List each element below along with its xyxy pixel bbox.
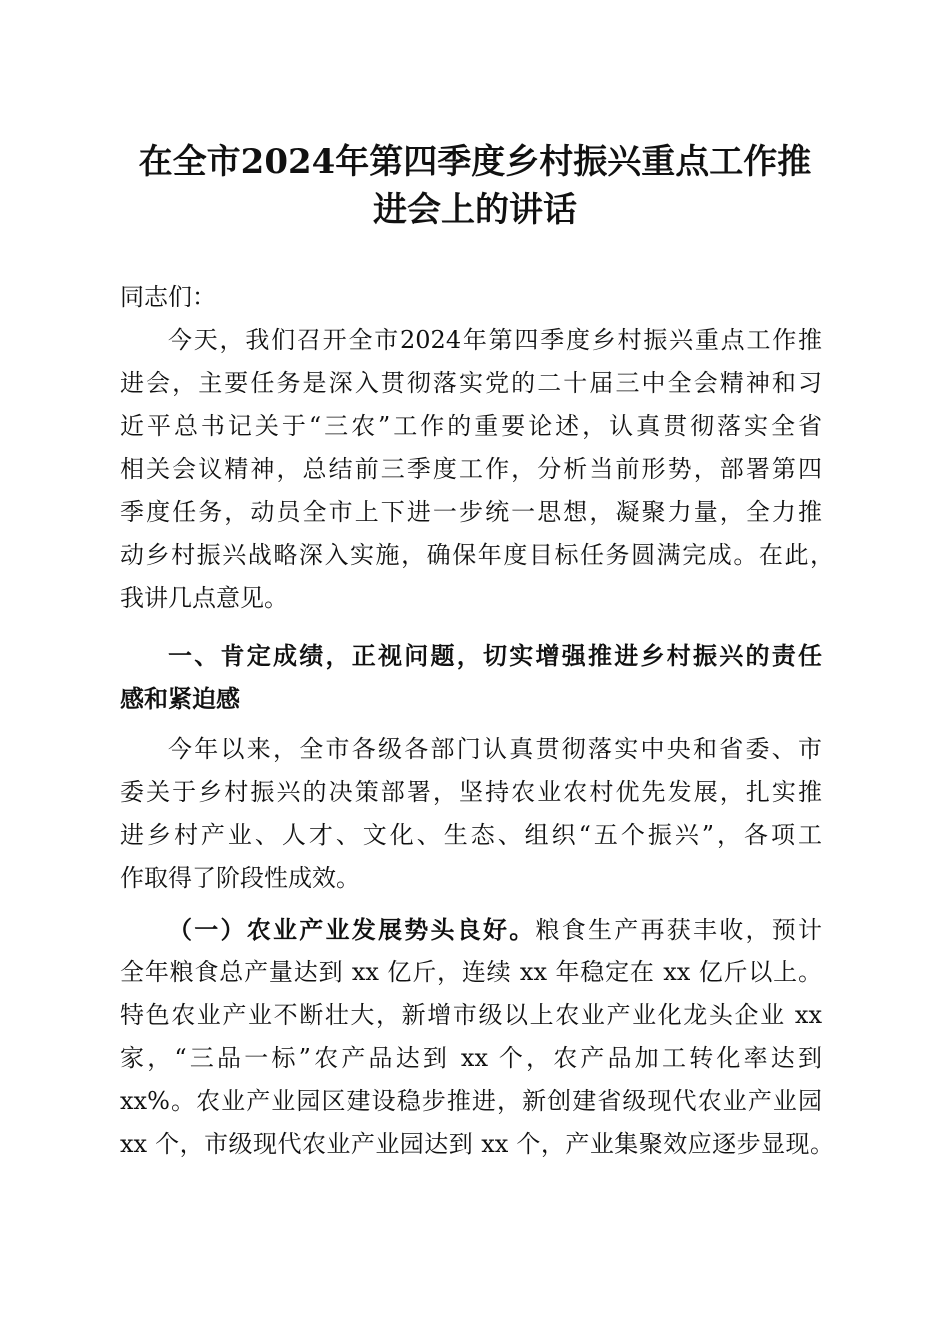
section-heading	[120, 634, 822, 720]
text-line: 作取得了阶段性成效。	[120, 864, 360, 892]
intro-paragraph	[120, 319, 834, 620]
title-line-1: 在全市2024年第四季度乡村振兴重点工作推	[138, 142, 812, 182]
text-line: 近平总书记关于“三农”工作的重要论述，认真贯彻落实全省	[120, 412, 822, 440]
heading-line: 感和紧迫感	[120, 684, 240, 713]
text-line: 进会，主要任务是深入贯彻落实党的二十届三中全会精神和习	[120, 369, 822, 397]
text-line: 委关于乡村振兴的决策部署，坚持农业农村优先发展，扎实推	[120, 778, 822, 806]
text-line: 特色农业产业不断壮大，新增市级以上农业产业化龙头企业 xx	[120, 1001, 822, 1029]
subsection-text: 粮食生产再获丰收，预计	[535, 916, 822, 944]
text-line: 我讲几点意见。	[120, 584, 288, 612]
text-line: xx 个，市级现代农业产业园达到 xx 个，产业集聚效应逐步显现。	[120, 1130, 834, 1158]
text-line: xx%。农业产业园区建设稳步推进，新创建省级现代农业产业园	[120, 1087, 822, 1115]
text-line: 全年粮食总产量达到 xx 亿斤，连续 xx 年稳定在 xx 亿斤以上。	[120, 958, 822, 986]
text-line: 相关会议精神，总结前三季度工作，分析当前形势，部署第四	[120, 455, 822, 483]
text-line: 进乡村产业、人才、文化、生态、组织“五个振兴”，各项工	[120, 821, 822, 849]
text-line: 家，“三品一标”农产品达到 xx 个，农产品加工转化率达到	[120, 1044, 822, 1072]
text-line: 今天，我们召开全市2024年第四季度乡村振兴重点工作推	[168, 326, 822, 354]
text-line: 今年以来，全市各级各部门认真贯彻落实中央和省委、市	[168, 735, 822, 763]
subsection-lead: （一）农业产业发展势头良好。	[168, 915, 536, 944]
document-body	[120, 276, 834, 1166]
subsection-paragraph	[120, 908, 834, 1166]
title-line-2: 进会上的讲话	[373, 190, 577, 230]
salutation: 同志们：	[120, 283, 216, 311]
text-line: 动乡村振兴战略深入实施，确保年度目标任务圆满完成。在此，	[120, 541, 834, 569]
text-line: 季度任务，动员全市上下进一步统一思想，凝聚力量，全力推	[120, 498, 822, 526]
document-title	[100, 138, 850, 234]
text-line	[120, 908, 822, 951]
heading-line: 一、肯定成绩，正视问题，切实增强推进乡村振兴的责任	[168, 641, 822, 670]
section-paragraph	[120, 728, 822, 900]
